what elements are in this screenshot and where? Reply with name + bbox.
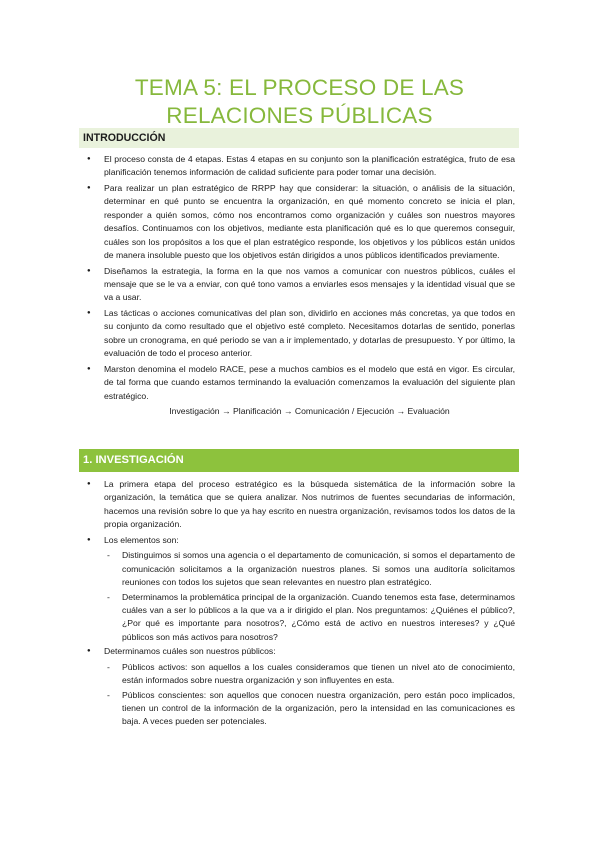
section-heading-introduccion: INTRODUCCIÓN <box>79 128 519 148</box>
list-item: ● Marston denomina el modelo RACE, pese a muchos cambios es el modelo que está en vigor. Es circular, de tal forma que cuando estamos terminando la evaluación comenzamos la evaluación del siguiente plan estratégico. <box>85 363 515 403</box>
sub-list-item: - Públicos conscientes: son aquellos que conocen nuestra organización, pero están poco implicados, tienen un control de la información de la organización, pero la intensidad en las comunicaciones es baja. A veces pueden ser potenciales. <box>104 689 515 729</box>
list-item: ● Los elementos son: <box>85 534 515 547</box>
introduccion-body <box>85 153 515 419</box>
race-model-line: Investigación → Planificación → Comunicación / Ejecución → Evaluación <box>169 406 450 417</box>
investigacion-list <box>85 478 515 729</box>
list-item: ● La primera etapa del proceso estratégico es la búsqueda sistemática de la información sobre la organización, la temática que se quiera analizar. Nos nutrimos de fuentes secundarias de información, hacemos una revisión sobre lo que ya hay escrito en nuestra organización, revisamos todos los datos de la propia organización. <box>85 478 515 532</box>
section-heading-investigacion: 1. INVESTIGACIÓN <box>79 449 519 472</box>
title-line-1: TEMA 5: EL PROCESO DE LAS <box>134 75 465 100</box>
list-item: ● Diseñamos la estrategia, la forma en la que nos vamos a comunicar con nuestros públicos, cuáles el mensaje que se le va a enviar, con qué tono vamos a enviarles esos mensajes y la identidad visual que se va a usar. <box>85 265 515 305</box>
title-line-2: RELACIONES PÚBLICAS <box>166 103 433 128</box>
sub-list-item: - Distinguimos si somos una agencia o el departamento de comunicación, si somos el departamento de comunicación solicitamos a la organización nuestros planes. Si somos una auditoría solicitamos reuniones con todos los sujetos que sean relevantes en nuestro plan estratégico. <box>104 549 515 589</box>
investigacion-body <box>85 478 515 730</box>
list-item: ● Determinamos cuáles son nuestros públicos: <box>85 645 515 658</box>
list-item: ● El proceso consta de 4 etapas. Estas 4 etapas en su conjunto son la planificación estratégica, fruto de esa planificación tenemos información de calidad suficiente para poder tomar una decisión. <box>85 153 515 180</box>
list-item: ● Para realizar un plan estratégico de RRPP hay que considerar: la situación, o análisis de la situación, determinar en qué punto se encuentra la organización, en qué momento concreto se inicia el plan, responder a quién somos, cómo nos encontramos como organización y cuáles son nuestros mayores desafíos. Continuamos con los objetivos, mediante esta planificación qué es lo que queremos conseguir, cuáles son los propósitos a los que el plan estratégico responde, los objetivos y los públicos están unidos de manera insoluble puesto que los objetivos están dirigidos a unos públicos identificados previamente. <box>85 182 515 262</box>
sub-list-item: - Públicos activos: son aquellos a los cuales consideramos que tienen un nivel ato de conocimiento, están informados sobre nuestra organización y son influyentes en esta. <box>104 661 515 688</box>
list-item: ● Las tácticas o acciones comunicativas del plan son, dividirlo en acciones más concretas, ya que todos en su conjunto da como resultado que el objetivo esté completo. Necesitamos dotarlas de sentido, ponerlas sobre un cronograma, en qué periodo se van a ir implementado, y dotarlas de presupuesto. Y por último, la evaluación de todo el proceso anterior. <box>85 307 515 361</box>
sub-list-item: - Determinamos la problemática principal de la organización. Cuando tenemos esta fase, determinamos cuáles van a ser lo públicos a la que va a ir dirigido el plan. Nos preguntamos: ¿Quiénes el público?, ¿Por qué es importante para nosotros?, ¿Cómo está de activo en nuestros intereses? y ¿Qué públicos son más activos para nosotros? <box>104 591 515 645</box>
introduccion-list <box>85 153 515 403</box>
document-title <box>0 74 599 130</box>
